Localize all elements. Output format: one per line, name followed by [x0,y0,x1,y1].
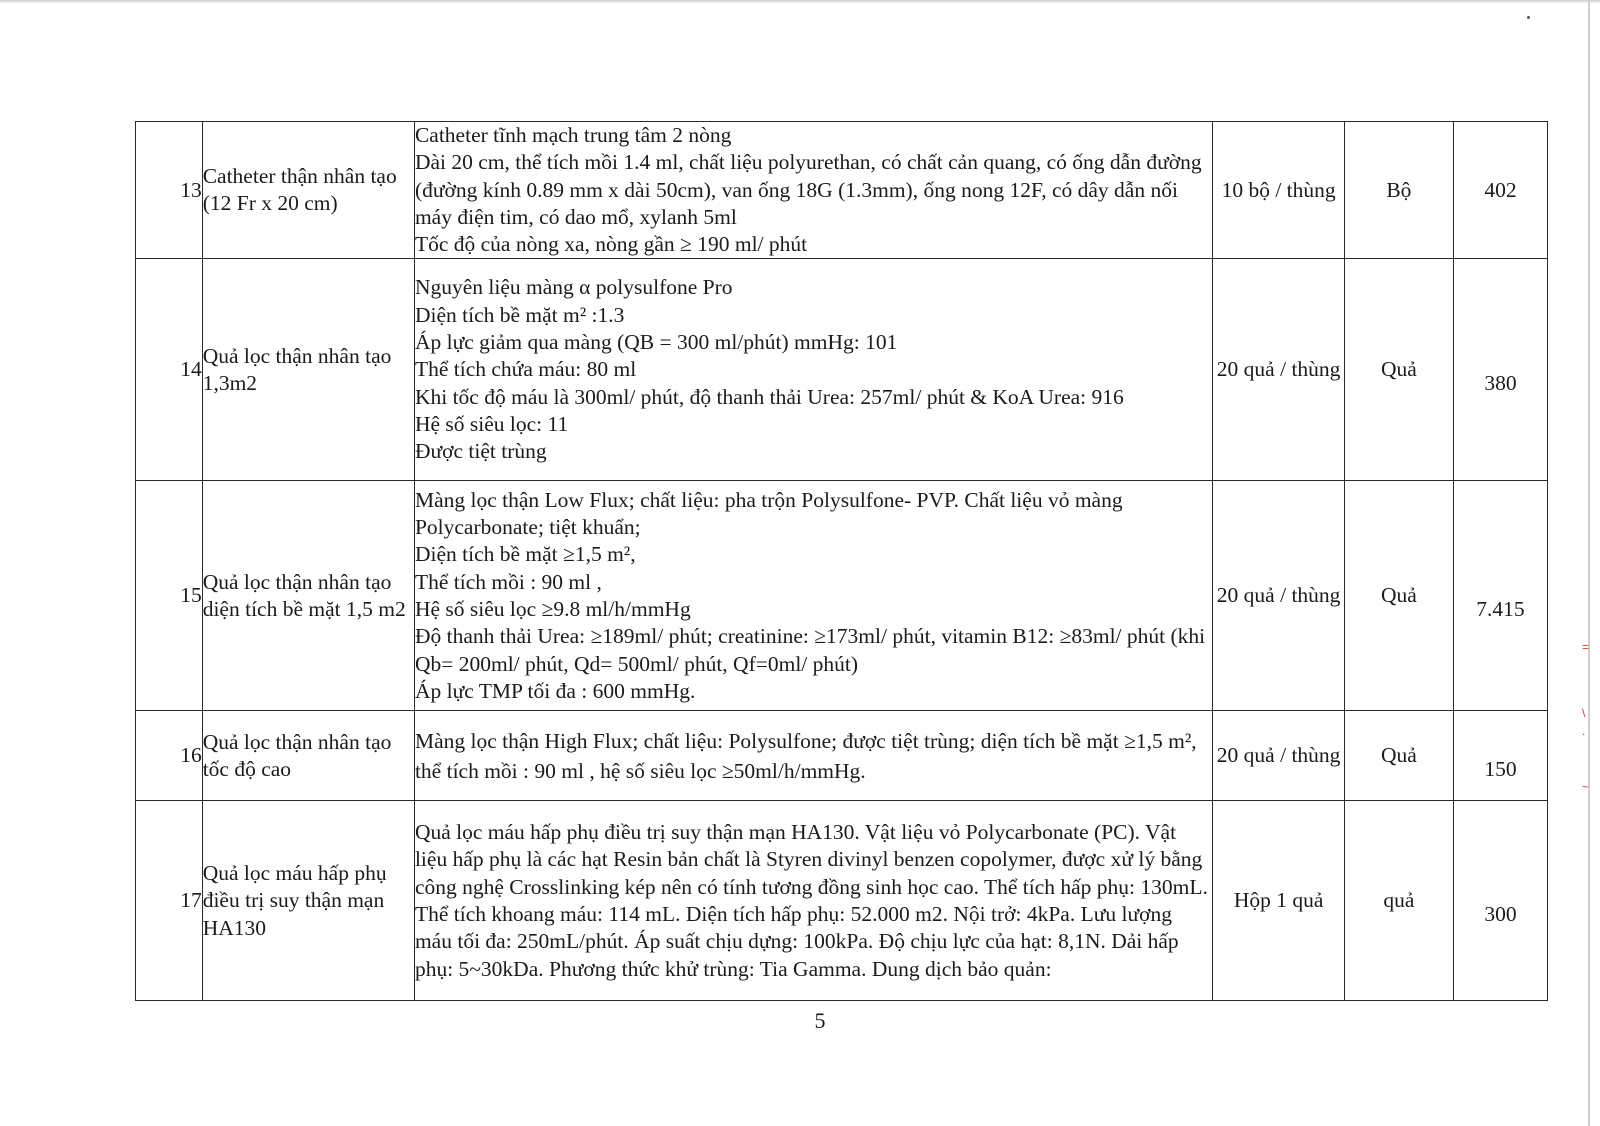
item-quantity [1453,481,1547,711]
stamp-edge-marks: = \ . ~ [1582,640,1590,794]
row-number: 13 [136,122,203,259]
item-name: Quả lọc thận nhân tạo tốc độ cao [202,711,414,801]
table-row [136,711,1548,801]
spec-line: Hệ số siêu lọc ≥9.8 ml/h/mmHg [414,596,691,621]
item-unit: Bộ [1344,122,1453,259]
row-number: 17 [136,801,203,1001]
quantity-value: 402 [1484,177,1517,202]
item-packaging: Hộp 1 quả [1213,801,1344,1001]
spec-line: Diện tích bề mặt m² :1.3 [414,302,625,327]
item-unit: quả [1344,801,1453,1001]
item-unit: Quả [1344,711,1453,801]
item-name: Quả lọc thận nhân tạo 1,3m2 [202,259,414,481]
item-packaging: 20 quả / thùng [1213,481,1344,711]
spec-line: Tốc độ của nòng xa, nòng gần ≥ 190 ml/ phút [414,232,808,257]
row-number: 14 [136,259,203,481]
table-row [136,481,1548,711]
spec-line: Áp lực giảm qua màng (QB = 300 ml/phút) mmHg: 101 [414,330,898,355]
item-spec [414,122,1212,259]
item-packaging: 10 bộ / thùng [1213,122,1344,259]
spec-line: Độ thanh thải Urea: ≥189ml/ phút; creatinine: ≥173ml/ phút, vitamin B12: ≥83ml/ phút (khi Qb= 200ml/ phút, Qd= 500ml/ phút, Qf=0ml/ phút) [414,624,1206,676]
item-quantity [1453,711,1547,801]
page-number: 5 [814,1008,826,1033]
item-name: Quả lọc thận nhân tạo diện tích bề mặt 1,5 m2 [202,481,414,711]
item-quantity [1453,259,1547,481]
item-packaging: 20 quả / thùng [1213,259,1344,481]
scan-top-edge [0,0,1600,3]
item-spec [414,259,1212,481]
spec-line: Nguyên liệu màng α polysulfone Pro [414,275,733,300]
quantity-value: 380 [1484,371,1517,396]
spec-line: Catheter tĩnh mạch trung tâm 2 nòng [414,123,732,147]
item-spec [414,711,1212,801]
spec-line: Hệ số siêu lọc: 11 [414,411,569,436]
item-unit: Quả [1344,481,1453,711]
equipment-table [135,121,1548,1001]
quantity-value: 7.415 [1476,597,1525,622]
scan-right-edge [1588,0,1590,1126]
table-row [136,122,1548,259]
spec-line: Màng lọc thận Low Flux; chất liệu: pha trộn Polysulfone- PVP. Chất liệu vỏ màng Polycarbonate; tiệt khuẩn; [414,487,1123,540]
spec-line: Thể tích chứa máu: 80 ml [414,357,637,382]
item-quantity [1453,122,1547,259]
table-row [136,801,1548,1001]
spec-line: Được tiệt trùng [414,439,547,464]
quantity-value: 150 [1484,757,1517,782]
spec-line: Khi tốc độ máu là 300ml/ phút, độ thanh thải Urea: 257ml/ phút & KoA Urea: 916 [414,384,1124,409]
table-row [136,259,1548,481]
item-spec [414,801,1212,1001]
spec-line: Quả lọc máu hấp phụ điều trị suy thận mạn HA130. Vật liệu vỏ Polycarbonate (PC). Vật liệu hấp phụ là các hạt Resin bản chất là Styren divinyl benzen copolymer, được xử lý bằng công nghệ Crosslinking kép nên có tính tương đồng sinh học cao. Thể tích hấp phụ: 130mL. Thể tích khoang máu: 114 mL. Diện tích hấp phụ: 52.000 m2. Nội trở: 4kPa. Lưu lượng máu tối đa: 250mL/phút. Áp suất chịu dựng: 100kPa. Độ chịu lực của hạt: 8,1N. Dải hấp phụ: 5~30kDa. Phương thức khử trùng: Tia Gamma. Dung dịch bảo quản: [414,820,1208,981]
item-spec [414,481,1212,711]
spec-line: Dài 20 cm, thể tích mồi 1.4 ml, chất liệu polyurethan, có chất cản quang, có ống dẫn đường (đường kính 0.89 mm x dài 50cm), van ống 18G (1.3mm), ống nong 12F, có dây dẫn nối máy điện tim, có dao mổ, xylanh 5ml [414,150,1202,229]
item-packaging: 20 quả / thùng [1213,711,1344,801]
item-unit: Quả [1344,259,1453,481]
scan-speck [1527,16,1530,19]
item-name: Quả lọc máu hấp phụ điều trị suy thận mạn HA130 [202,801,414,1001]
spec-line: Màng lọc thận High Flux; chất liệu: Polysulfone; được tiệt trùng; diện tích bề mặt ≥1,5 m², thể tích mồi : 90 ml , hệ số siêu lọc ≥50ml/h/mmHg. [414,728,1197,783]
quantity-value: 300 [1484,902,1517,927]
spec-line: Thể tích mồi : 90 ml , [414,569,602,594]
item-name: Catheter thận nhân tạo (12 Fr x 20 cm) [202,122,414,259]
spec-line: Áp lực TMP tối đa : 600 mmHg. [414,678,696,703]
row-number: 15 [136,481,203,711]
item-quantity [1453,801,1547,1001]
spec-line: Diện tích bề mặt ≥1,5 m², [414,542,636,567]
row-number: 16 [136,711,203,801]
